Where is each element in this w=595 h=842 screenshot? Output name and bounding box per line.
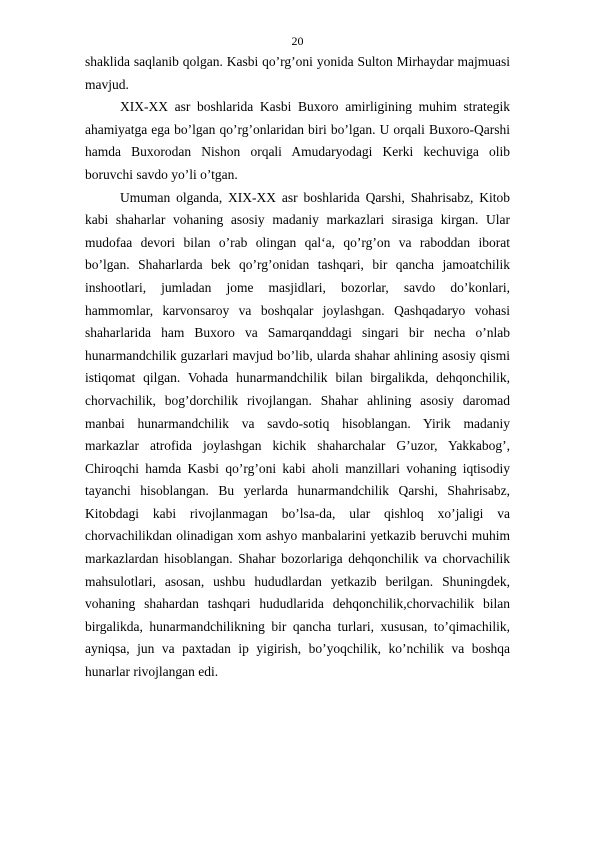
paragraph-1: shaklida saqlanib qolgan. Kasbi qo’rg’oni yonida Sulton Mirhaydar majmuasi mavjud. [85,54,510,92]
body-text [85,51,510,684]
paragraph-3: Umuman olganda, XIX-XX asr boshlarida Qarshi, Shahrisabz, Kitob kabi shaharlar vohaning asosiy madaniy markazlari sirasiga kirgan. Ular mudofaa devori bilan o’rab olingan qal‘a, qo’rg’on va raboddan iborat bo’lgan. Shaharlarda bek qo’rg’onidan tashqari, bir qancha jamoatchilik inshootlari, jumladan jome masjidlari, bozorlar, savdo do’konlari, hammomlar, karvonsaroy va boshqalar joylashgan. Qashqadaryo vohasi shaharlarida ham Buxoro va Samarqanddagi singari bir necha o’nlab hunarmandchilik guzarlari mavjud bo’lib, ularda shahar ahlining asosiy qismi istiqomat qilgan. Vohada hunarmandchilik bilan birgalikda, dehqonchilik, chorvachilik, bog’dorchilik rivojlangan. Shahar ahlining asosiy daromad manbai hunarmandchilik va savdo-sotiq hisoblangan. Yirik madaniy markazlar atrofida joylashgan kichik shaharchalar G’uzor, Yakkabog’, Chiroqchi hamda Kasbi qo’rg’oni kabi aholi manzillari vohaning iqtisodiy tayanchi hisoblangan. Bu yerlarda hunarmandchilik Qarshi, Shahrisabz, Kitobdagi kabi rivojlanmagan bo’lsa-da, ular qishloq xo’jaligi va chorvachilikdan olinadigan xom ashyo manbalarini yetkazib beruvchi muhim markazlardan hisoblangan. Shahar bozorlariga dehqonchilik va chorvachilik mahsulotlari, asosan, ushbu hududlardan yetkazib berilgan. Shuningdek, vohaning shahardan tashqari hududlarida dehqonchilik,chorvachilik bilan birgalikda, hunarmandchilikning bir qancha turlari, xususan, to’qimachilik, ayniqsa, jun va paxtadan ip yigirish, bo’yoqchilik, ko’nchilik va boshqa hunarlar rivojlangan edi. [85,189,510,680]
paragraph-2: XIX-XX asr boshlarida Kasbi Buxoro amirligining muhim strategik ahamiyatga ega bo’lgan qo’rg’onlaridan biri bo’lgan. U orqali Buxoro-Qarshi hamda Buxorodan Nishon orqali Amudaryodagi Kerki kechuviga olib boruvchi savdo yo’li o’tgan. [85,99,510,182]
page-number: 20 [291,34,304,48]
